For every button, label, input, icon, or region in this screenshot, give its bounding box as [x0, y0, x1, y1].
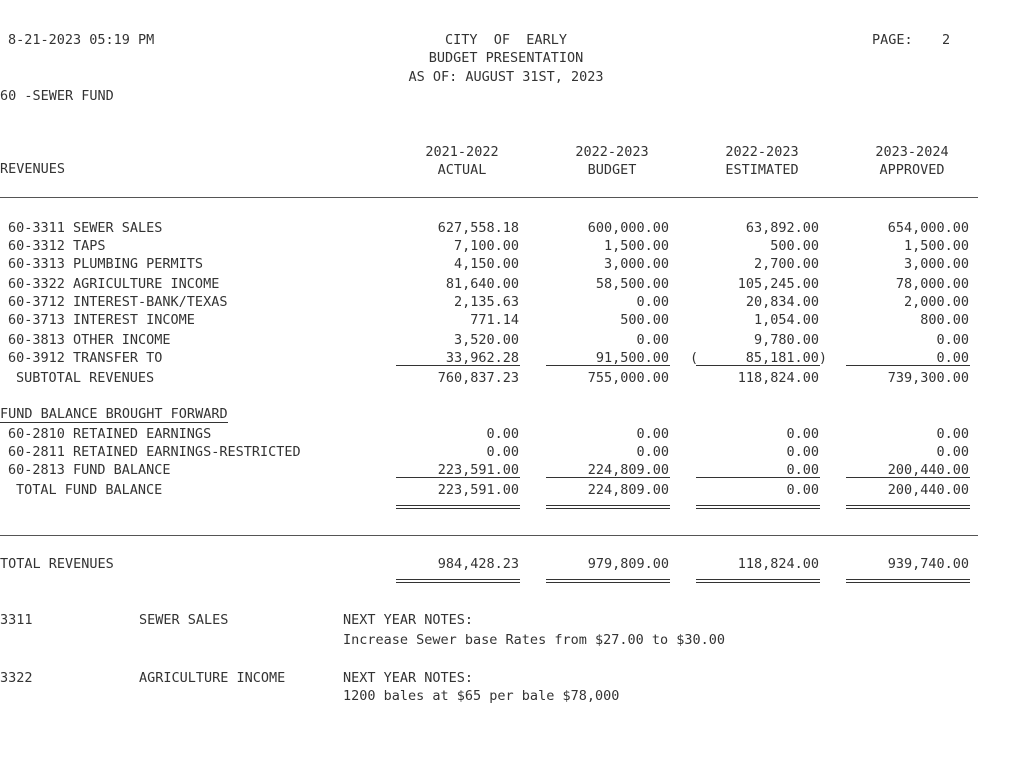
total-underline: [846, 477, 970, 478]
revenue-value: 0.00: [636, 332, 669, 348]
header-rule: [0, 197, 978, 198]
note-heading: NEXT YEAR NOTES:: [343, 670, 474, 686]
col1-kind: ACTUAL: [437, 162, 487, 178]
subtotal-underline: [846, 365, 970, 366]
col4-year: 2023-2024: [875, 144, 949, 160]
revenue-label: 60-3311 SEWER SALES: [8, 220, 163, 236]
total-fund-balance-value: 223,591.00: [437, 482, 519, 498]
page-number: 2: [942, 32, 951, 48]
total-revenues-value: 118,824.00: [737, 556, 819, 572]
total-underline: [546, 477, 670, 478]
fund-balance-value: 223,591.00: [437, 462, 519, 478]
revenue-value: 2,000.00: [903, 294, 969, 310]
fund-balance-value: 224,809.00: [587, 462, 669, 478]
note-text: Increase Sewer base Rates from $27.00 to $30.00: [343, 632, 726, 648]
total-revenues-value: 939,740.00: [887, 556, 969, 572]
double-underline: [846, 579, 970, 580]
fund-balance-value: 0.00: [636, 444, 669, 460]
double-underline: [846, 505, 970, 506]
col4-kind: APPROVED: [879, 162, 945, 178]
revenue-value: 1,500.00: [903, 238, 969, 254]
negative-open-paren: (: [690, 350, 699, 366]
revenue-value: 600,000.00: [587, 220, 669, 236]
note-heading: NEXT YEAR NOTES:: [343, 612, 474, 628]
section-label-revenues: REVENUES: [0, 161, 66, 177]
total-underline: [696, 477, 820, 478]
revenue-label: 60-3712 INTEREST-BANK/TEXAS: [8, 294, 228, 310]
total-fund-balance-label: TOTAL FUND BALANCE: [16, 482, 163, 498]
subtotal-value: 739,300.00: [887, 370, 969, 386]
fund-balance-label: 60-2813 FUND BALANCE: [8, 462, 171, 478]
revenue-value: 78,000.00: [895, 276, 969, 292]
revenue-value: 91,500.00: [595, 350, 669, 366]
fund-balance-value: 0.00: [486, 426, 519, 442]
revenue-value: 500.00: [620, 312, 669, 328]
revenue-value: 7,100.00: [453, 238, 519, 254]
total-revenues-value: 984,428.23: [437, 556, 519, 572]
report-as-of: AS OF: AUGUST 31ST, 2023: [408, 69, 604, 85]
revenue-value: 81,640.00: [445, 276, 519, 292]
double-underline: [546, 505, 670, 506]
fund-balance-value: 0.00: [786, 444, 819, 460]
total-fund-balance-value: 224,809.00: [587, 482, 669, 498]
note-code: 3311: [0, 612, 33, 628]
col3-kind: ESTIMATED: [725, 162, 799, 178]
col1-year: 2021-2022: [425, 144, 499, 160]
total-revenues-value: 979,809.00: [587, 556, 669, 572]
total-fund-balance-value: 0.00: [786, 482, 819, 498]
fund-name: 60 -SEWER FUND: [0, 88, 114, 104]
total-underline: [396, 477, 520, 478]
revenue-value: 3,000.00: [903, 256, 969, 272]
revenue-value: 654,000.00: [887, 220, 969, 236]
total-fund-balance-value: 200,440.00: [887, 482, 969, 498]
revenue-value: 105,245.00: [737, 276, 819, 292]
revenue-value: 0.00: [936, 350, 969, 366]
fund-balance-value: 0.00: [486, 444, 519, 460]
fund-balance-value: 0.00: [936, 426, 969, 442]
note-account-name: SEWER SALES: [139, 612, 229, 628]
total-revenues-label: TOTAL REVENUES: [0, 556, 114, 572]
revenue-label: 60-3313 PLUMBING PERMITS: [8, 256, 204, 272]
revenue-label: 60-3322 AGRICULTURE INCOME: [8, 276, 220, 292]
revenue-value: 9,780.00: [753, 332, 819, 348]
subtotal-underline: [696, 365, 820, 366]
revenue-value: 771.14: [470, 312, 519, 328]
report-title: BUDGET PRESENTATION: [428, 50, 584, 66]
double-underline: [546, 579, 670, 580]
double-underline: [396, 505, 520, 506]
revenue-value: 63,892.00: [745, 220, 819, 236]
revenue-value: 800.00: [920, 312, 969, 328]
revenue-value: 1,500.00: [603, 238, 669, 254]
revenue-value: 3,520.00: [453, 332, 519, 348]
revenue-value: 3,000.00: [603, 256, 669, 272]
col2-kind: BUDGET: [587, 162, 637, 178]
revenue-label: 60-3813 OTHER INCOME: [8, 332, 171, 348]
subtotal-revenues-label: SUBTOTAL REVENUES: [16, 370, 155, 386]
col2-year: 2022-2023: [575, 144, 649, 160]
note-text: 1200 bales at $65 per bale $78,000: [343, 688, 620, 704]
fund-balance-heading: FUND BALANCE BROUGHT FORWARD: [0, 406, 228, 422]
subtotal-underline: [396, 365, 520, 366]
report-datetime: 8-21-2023 05:19 PM: [8, 32, 155, 48]
revenue-label: 60-3713 INTEREST INCOME: [8, 312, 195, 328]
double-underline: [696, 505, 820, 506]
revenue-value: 1,054.00: [753, 312, 819, 328]
fund-balance-value: 0.00: [786, 462, 819, 478]
double-underline: [696, 579, 820, 580]
revenue-value: 33,962.28: [445, 350, 519, 366]
subtotal-underline: [546, 365, 670, 366]
section-rule: [0, 535, 978, 536]
page-label: PAGE:: [872, 32, 913, 48]
subtotal-value: 760,837.23: [437, 370, 519, 386]
fund-balance-label: 60-2810 RETAINED EARNINGS: [8, 426, 212, 442]
revenue-value: 58,500.00: [595, 276, 669, 292]
revenue-value: 4,150.00: [453, 256, 519, 272]
revenue-label: 60-3312 TAPS: [8, 238, 106, 254]
revenue-value: 2,700.00: [753, 256, 819, 272]
revenue-value: 0.00: [636, 294, 669, 310]
revenue-value: 500.00: [770, 238, 819, 254]
revenue-value: 0.00: [936, 332, 969, 348]
fund-balance-value: 0.00: [636, 426, 669, 442]
revenue-value: 2,135.63: [453, 294, 519, 310]
fund-balance-value: 0.00: [936, 444, 969, 460]
fund-balance-value: 200,440.00: [887, 462, 969, 478]
subtotal-value: 118,824.00: [737, 370, 819, 386]
revenue-value: 627,558.18: [437, 220, 519, 236]
revenue-value: 85,181.00): [745, 350, 827, 366]
fund-balance-value: 0.00: [786, 426, 819, 442]
note-code: 3322: [0, 670, 33, 686]
subtotal-value: 755,000.00: [587, 370, 669, 386]
revenue-label: 60-3912 TRANSFER TO: [8, 350, 163, 366]
double-underline: [396, 579, 520, 580]
fund-balance-label: 60-2811 RETAINED EARNINGS-RESTRICTED: [8, 444, 301, 460]
note-account-name: AGRICULTURE INCOME: [139, 670, 286, 686]
col3-year: 2022-2023: [725, 144, 799, 160]
revenue-value: 20,834.00: [745, 294, 819, 310]
city-name: CITY OF EARLY: [445, 32, 567, 48]
